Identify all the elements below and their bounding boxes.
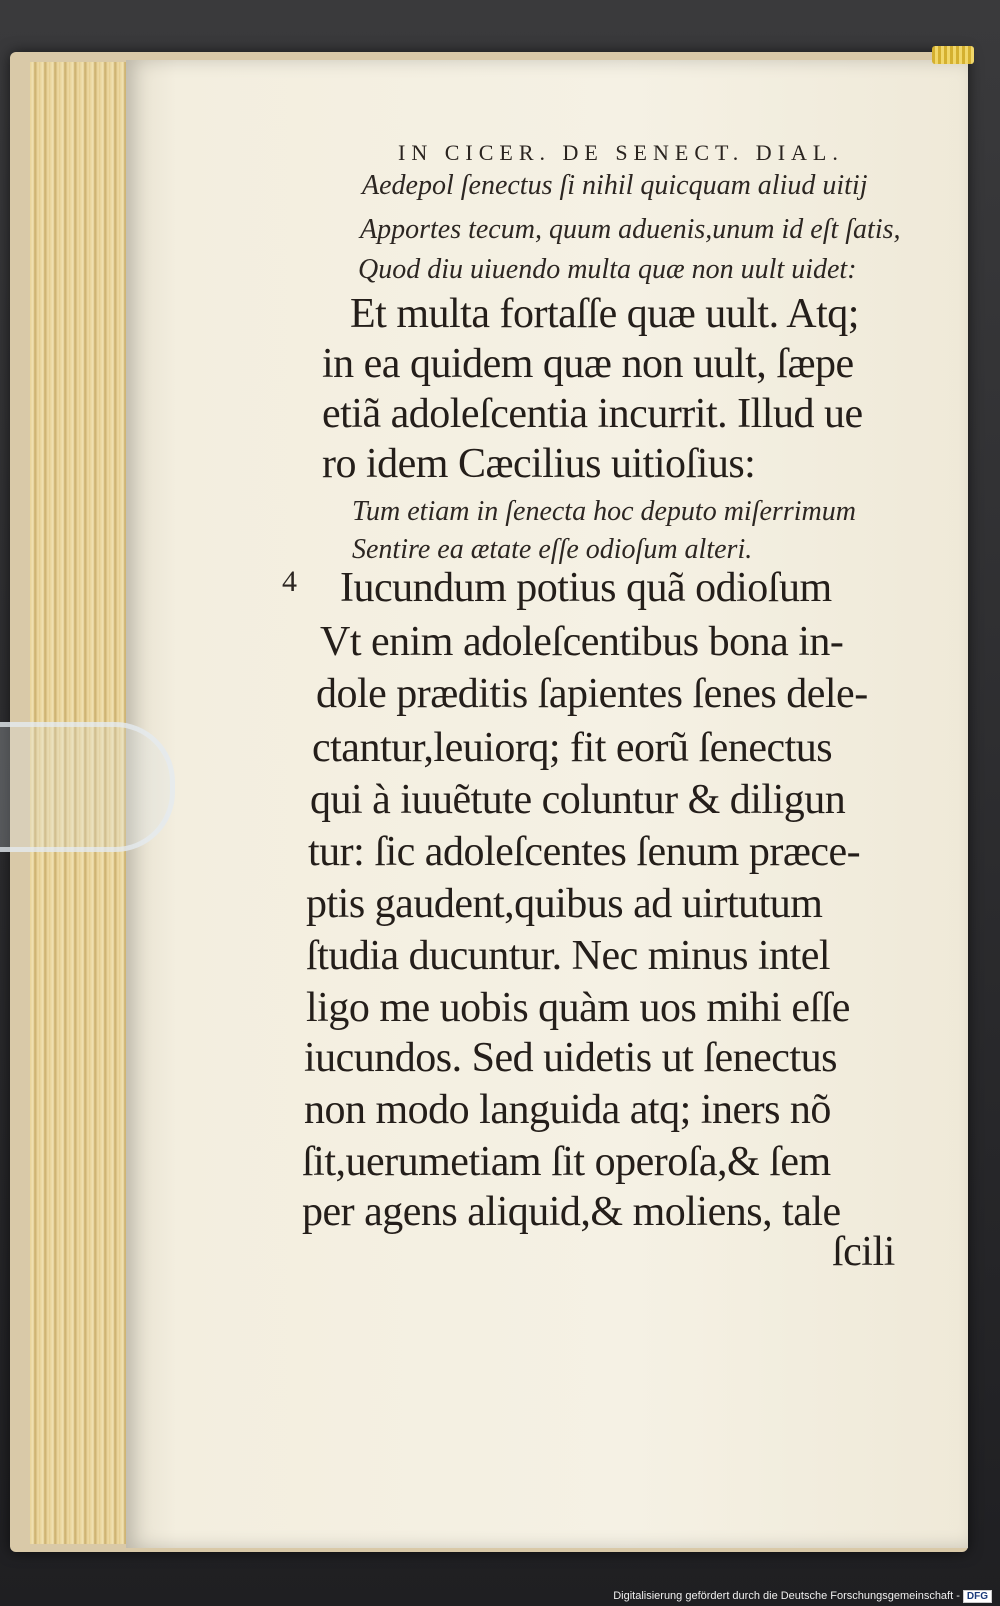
prose-main-line: tur: ſic adoleſcentes ſenum præce- [308,829,861,875]
prose-main-line: ſit,uerumetiam ſit operoſa,& ſem [302,1139,831,1185]
prose-top-line: ro idem Cæcilius uitioſius: [322,441,756,487]
running-head: IN CICER. DE SENECT. DIAL. [398,140,844,165]
bookmark-ribbon [932,46,974,64]
verse-mid-line: Sentire ea ætate eſſe odioſum alteri. [352,534,753,565]
prose-main-line: Vt enim adoleſcentibus bona in- [320,619,844,665]
prose-main-line: ptis gaudent,quibus ad uirtutum [306,881,823,927]
prose-main-line: ligo me uobis quàm uos mihi eſſe [306,985,850,1031]
verse-top-line: Quod diu uiuendo multa quæ non uult uidet: [358,254,857,285]
footer-text: Digitalisierung gefördert durch die Deutsche Forschungsgemeinschaft - [613,1590,960,1602]
catchword: ſcili [832,1229,895,1275]
prose-main-line: ctantur,leuiorq; fit eorũ ſenectus [312,725,833,771]
prose-top-line: in ea quidem quæ non uult, ſæpe [322,341,854,387]
verse-top-line: Aedepol ſenectus ſi nihil quicquam aliud uitij [362,170,868,201]
prose-top-line: Et multa fortaſſe quæ uult. Atq; [350,291,859,337]
prose-main-line: iucundos. Sed uidetis ut ſenectus [304,1035,837,1081]
verse-mid-line: Tum etiam in ſenecta hoc deputo miſerrimum [352,496,856,527]
marginal-number: 4 [282,565,297,598]
prose-top-line: etiã adoleſcentia incurrit. Illud ue [322,391,863,437]
page-clip [0,722,175,852]
prose-main-line: qui à iuuẽtute coluntur & diligun [310,777,846,823]
prose-main-line: Iucundum potius quã odioſum [340,565,832,611]
prose-main-line: dole præditis ſapientes ſenes dele- [316,671,868,717]
prose-main-line: per agens aliquid,& moliens, tale [302,1189,841,1235]
footer-credit [613,1590,992,1603]
prose-main-line: ſtudia ducuntur. Nec minus intel [306,933,831,979]
prose-main-line: non modo languida atq; iners nõ [304,1087,831,1133]
verse-top-line: Apportes tecum, quum aduenis,unum id eſt ſatis, [360,214,901,245]
dfg-logo: DFG [963,1590,992,1603]
